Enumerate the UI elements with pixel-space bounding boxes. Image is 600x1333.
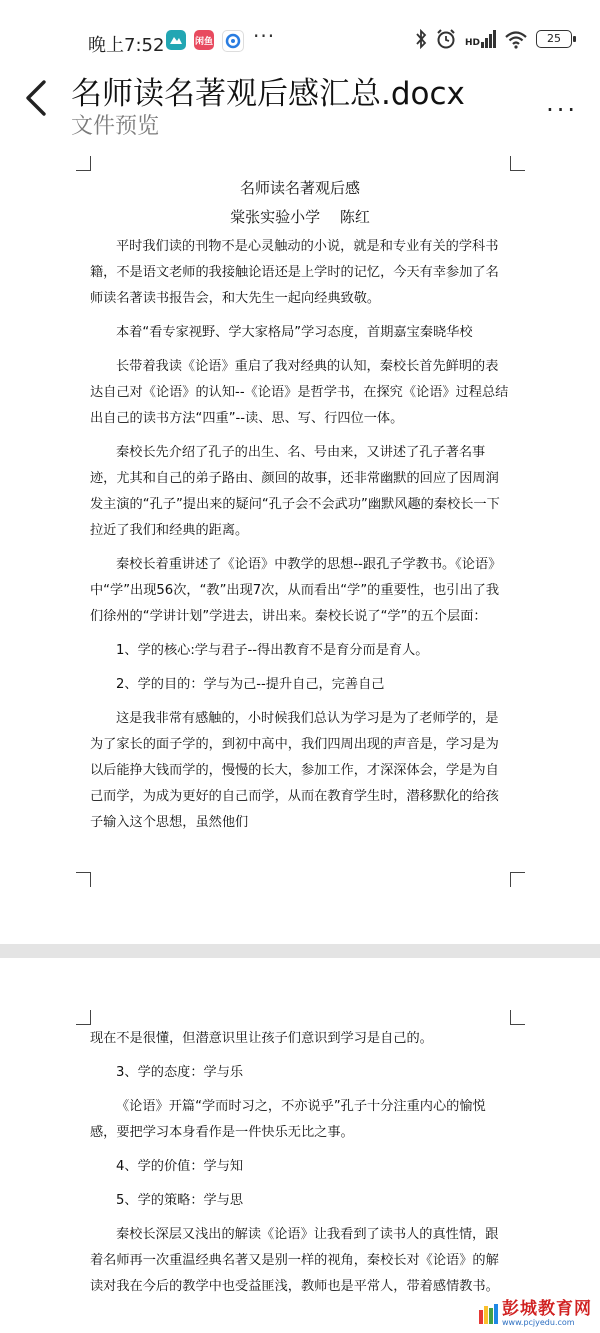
back-arrow-icon[interactable] — [18, 74, 54, 122]
margin-mark — [76, 156, 91, 171]
page-separator — [0, 944, 600, 958]
body-paragraph: 《论语》开篇“学而时习之，不亦说乎”孔子十分注重内心的愉悦感，要把学习本身看作是一件快乐无比之事。 — [90, 1099, 486, 1140]
status-time: 晚上7:52 — [88, 35, 165, 56]
margin-mark — [510, 156, 525, 171]
document-body-page-2 — [90, 1026, 510, 1308]
hd-label: HD — [464, 38, 480, 48]
document-page-2 — [0, 958, 600, 1333]
file-preview-subtitle: 文件预览 — [71, 114, 160, 139]
margin-mark — [510, 1010, 525, 1025]
body-paragraph: 现在不是很懂，但潜意识里让孩子们意识到学习是自己的。 — [90, 1031, 433, 1046]
margin-mark — [76, 1010, 91, 1025]
body-paragraph: 4、学的价值：学与知 — [116, 1159, 244, 1174]
status-bar — [0, 0, 600, 64]
watermark-books-icon — [479, 1304, 498, 1324]
body-paragraph: 3、学的态度：学与乐 — [116, 1065, 244, 1080]
status-indicators — [415, 28, 572, 50]
body-paragraph: 秦校长着重讲述了《论语》中教学的思想--跟孔子学教书。《论语》中“学”出现56次，“教”出现7次，从而看出“学”的重要性，也引出了我们徐州的“学讲计划”学进去，讲出来。秦校长说了“学”的五个层面： — [90, 557, 502, 624]
wifi-icon — [504, 29, 528, 49]
body-paragraph: 2、学的目的：学与为己--提升自己，完善自己 — [116, 677, 385, 692]
file-name-title: 名师读名著观后感汇总.docx — [71, 76, 465, 112]
title-bar — [0, 64, 600, 144]
notification-app-icon — [166, 30, 186, 50]
body-paragraph: 这是我非常有感触的，小时候我们总认为学习是为了老师学的，是为了家长的面子学的，到初中高中，我们四周出现的声音是，学习是为以后能挣大钱而学的，慢慢的长大，参加工作，才深深体会，学是为自己而学，为成为更好的自己而学，从而在教育学生时，潜移默化的给孩子输入这个思想，虽然他们 — [90, 711, 499, 830]
status-more-icon: ··· — [253, 24, 276, 48]
notification-app-icons — [166, 30, 244, 52]
body-paragraph: 5、学的策略：学与思 — [116, 1193, 244, 1208]
body-paragraph: 1、学的核心:学与君子--得出教育不是育分而是育人。 — [116, 643, 429, 658]
document-author: 棠张实验小学 陈红 — [230, 208, 370, 226]
watermark-url: www.pcjyedu.com — [502, 1318, 575, 1327]
body-paragraph: 秦校长深层又浅出的解读《论语》让我看到了读书人的真性情，跟着名师再一次重温经典名著又是别一样的视角，秦校长对《论语》的解读对我在今后的教学中也受益匪浅，教师也是平常人，带着感情教书。 — [90, 1227, 499, 1294]
body-paragraph: 本着“看专家视野、学大家格局”学习态度，首期嘉宝秦晓华校 — [116, 325, 473, 340]
body-paragraph: 平时我们读的刊物不是心灵触动的小说，就是和专业有关的学科书籍，不是语文老师的我接触论语还是上学时的记忆，今天有幸参加了名师读名著读书报告会，和大先生一起向经典致敬。 — [90, 239, 499, 306]
alarm-icon — [435, 28, 457, 50]
notification-app-icon: 闲鱼 — [194, 30, 214, 50]
more-options-icon[interactable]: ··· — [546, 96, 578, 124]
body-paragraph: 秦校长先介绍了孔子的出生、名、号由来，又讲述了孔子著名事迹，尤其和自己的弟子路由、颜回的故事，还非常幽默的回应了因周润发主演的“孔子”提出来的疑问“孔子会不会武功”幽默风趣的秦校长一下拉近了我们和经典的距离。 — [90, 445, 500, 538]
watermark — [479, 1300, 592, 1327]
body-paragraph: 长带着我读《论语》重启了我对经典的认知，秦校长首先鲜明的表达自己对《论语》的认知--《论语》是哲学书，在探究《论语》过程总结出自己的读书方法“四重”--读、思、写、行四位一体。 — [90, 359, 509, 426]
watermark-name: 彭城教育网 — [502, 1299, 592, 1319]
hd-signal-icon — [465, 30, 496, 48]
margin-mark — [76, 872, 91, 887]
document-body-page-1 — [90, 234, 510, 844]
watermark-text — [502, 1300, 592, 1327]
bluetooth-icon — [415, 29, 427, 49]
document-title: 名师读名著观后感 — [239, 179, 360, 197]
battery-icon: 25 — [536, 30, 572, 48]
margin-mark — [510, 872, 525, 887]
notification-app-icon — [222, 30, 244, 52]
document-page-1 — [0, 144, 600, 944]
